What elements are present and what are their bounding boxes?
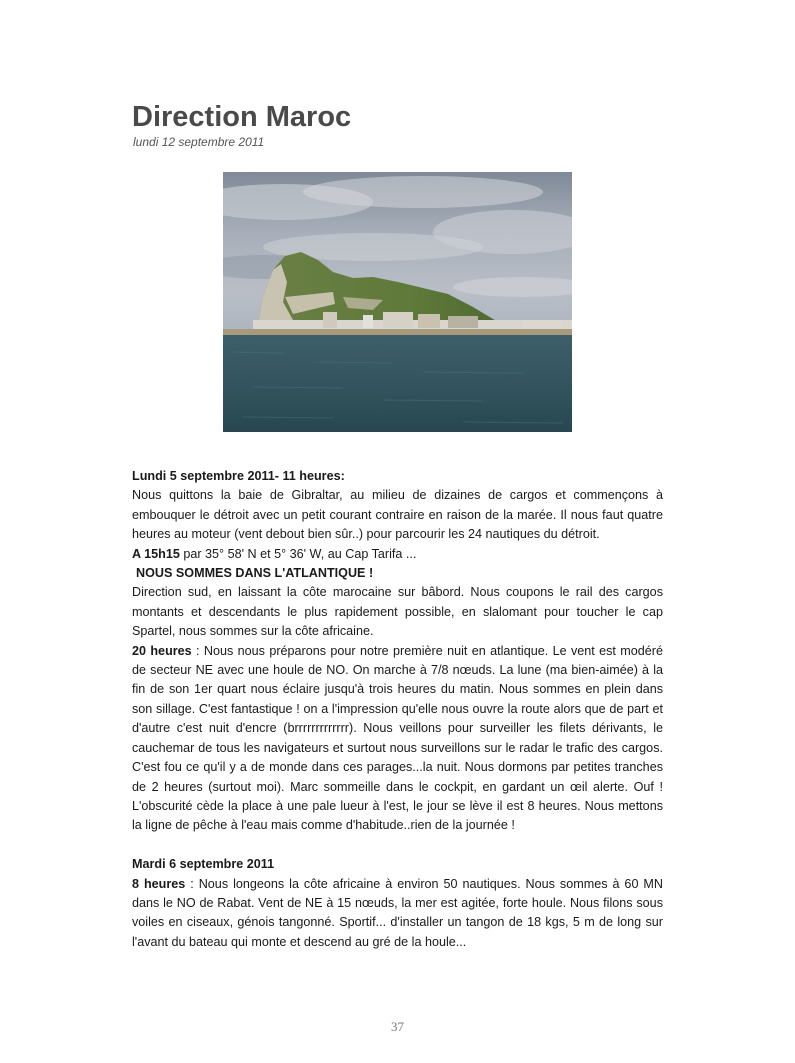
page-title: Direction Maroc bbox=[132, 101, 352, 133]
time-label: A 15h15 bbox=[132, 546, 180, 561]
page-number: 37 bbox=[391, 1019, 404, 1034]
paragraph-text: : Nous longeons la côte africaine à environ 50 nautiques. Nous sommes à 60 MN dans le NO de Rabat. Vent de NE à 15 nœuds, la mer est agitée, forte houle. Nous filons sous voiles en ciseaux, génois tangonné. Sportif... d'installer un tangon de 18 kgs, 5 m de long sur l'avant du bateau qui monte et descend au gré de la houle... bbox=[132, 876, 663, 949]
paragraph bbox=[132, 642, 663, 836]
paragraph bbox=[132, 486, 663, 544]
post-date: lundi 12 septembre 2011 bbox=[133, 135, 265, 149]
paragraph-text: : Nous nous préparons pour notre première nuit en atlantique. Le vent est modéré de secteur NE avec une houle de NO. On marche à 7/8 nœuds. La lune (ma bien-aimée) à la fin de son 1er quart nous éclaire jusqu'à trois heures du matin. Nous sommes en plein dans son sillage. C'est fantastique ! on a l'impression qu'elle nous ouvre la route alors que de part et d'autre c'est nuit d'encre (brrrrrrrrrrrrr). Nous veillons pour surveiller les filets dérivants, le cauchemar de tous les navigateurs et surtout nous surveillons sur le radar le trafic des cargos. C'est fou ce qu'il y a de monde dans ces parages...la nuit. Nous dormons par petites tranches de 2 heures (surtout moi). Marc sommeille dans le cockpit, en gardant un œil alerte. Ouf ! L'obscurité cède la place à une pale lueur à l'est, le jour se lève il est 8 heures. Nous mettons la ligne de pêche à l'eau mais comme d'habitude..rien de la journée ! bbox=[132, 643, 663, 833]
paragraph-text: par 35° 58' N et 5° 36' W, au Cap Tarifa ... bbox=[179, 546, 417, 561]
paragraph-text: Direction sud, en laissant la côte marocaine sur bâbord. Nous coupons le rail des cargos montants et descendants le plus rapidement possible, en slalomant pour toucher le cap Spartel, nous sommes sur la côte africaine. bbox=[132, 585, 663, 639]
spacer bbox=[132, 836, 663, 855]
paragraph bbox=[132, 583, 663, 641]
time-label: 20 heures bbox=[132, 643, 192, 658]
section-heading: Mardi 6 septembre 2011 bbox=[132, 857, 275, 872]
article-body bbox=[132, 467, 663, 952]
paragraph bbox=[132, 875, 663, 953]
announcement: NOUS SOMMES DANS L'ATLANTIQUE ! bbox=[136, 566, 374, 581]
gibraltar-photo bbox=[223, 172, 572, 432]
paragraph-text: Nous quittons la baie de Gibraltar, au milieu de dizaines de cargos et commençons à embouquer le détroit avec un petit courant contraire en raison de la marée. Il nous faut quatre heures au moteur (vent debout bien sûr..) pour parcourir les 24 nautiques du détroit. bbox=[132, 488, 663, 542]
paragraph bbox=[132, 545, 663, 564]
time-label: 8 heures bbox=[132, 876, 186, 891]
section-heading: Lundi 5 septembre 2011- 11 heures: bbox=[132, 469, 345, 483]
photo-illustration bbox=[223, 172, 572, 432]
